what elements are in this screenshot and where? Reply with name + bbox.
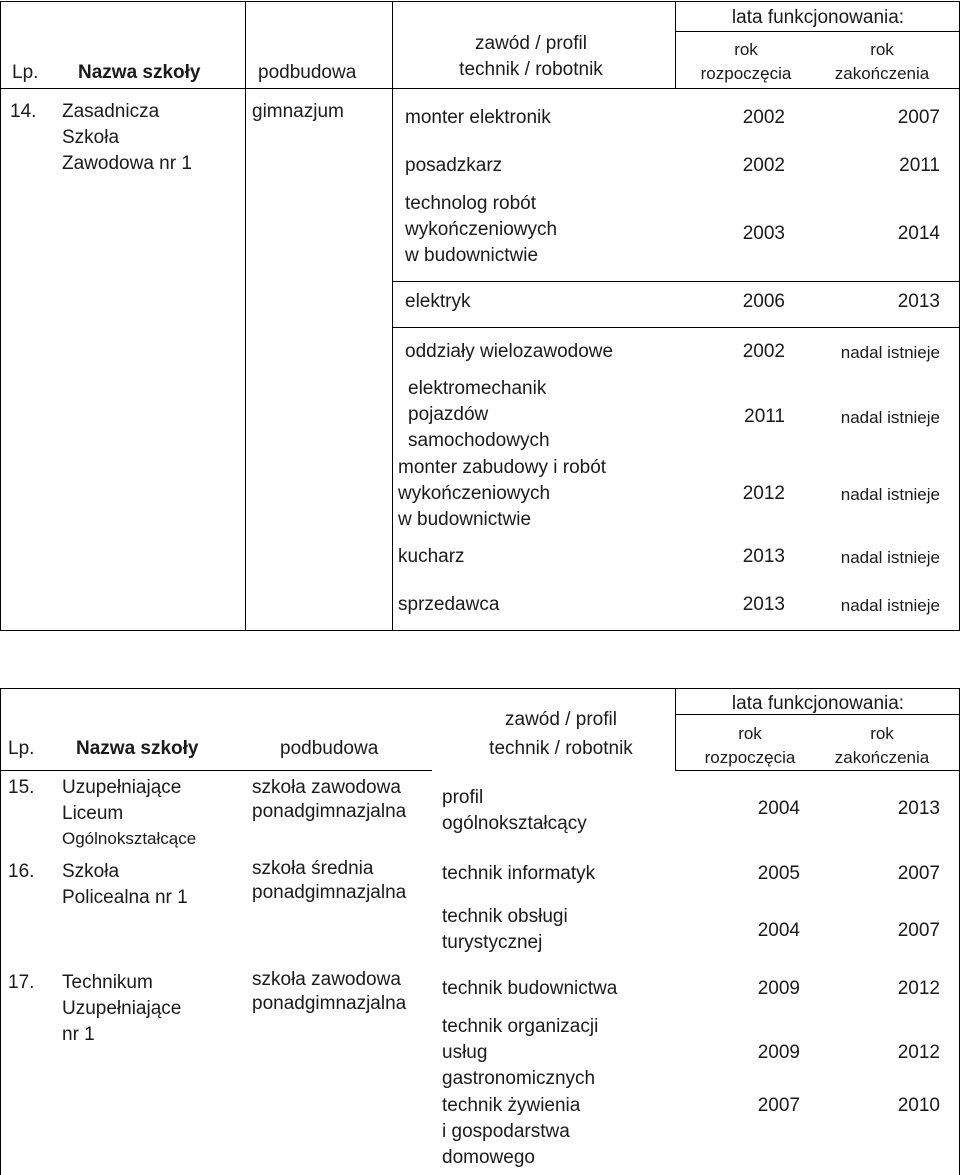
header-base: podbudowa [280,738,379,759]
school-base: gimnazjum [252,101,344,122]
header-lp: Lp. [12,62,39,83]
school-lp: 14. [10,101,37,122]
header-school-name: Nazwa szkoły [76,738,199,759]
header-base: podbudowa [258,62,357,83]
school-name: Zasadnicza [62,101,160,122]
header-profession: zawód / profil [475,33,587,54]
header-lp: Lp. [8,738,35,759]
header-profession: zawód / profil [505,709,617,730]
header-years: lata funkcjonowania: [731,7,905,28]
header-years: lata funkcjonowania: [731,693,905,714]
header-end: rok [870,40,894,59]
header-end: rok [870,724,894,743]
header-start: rok [738,724,762,743]
header-school-name: Nazwa szkoły [78,62,201,83]
header-start: rok [734,40,758,59]
